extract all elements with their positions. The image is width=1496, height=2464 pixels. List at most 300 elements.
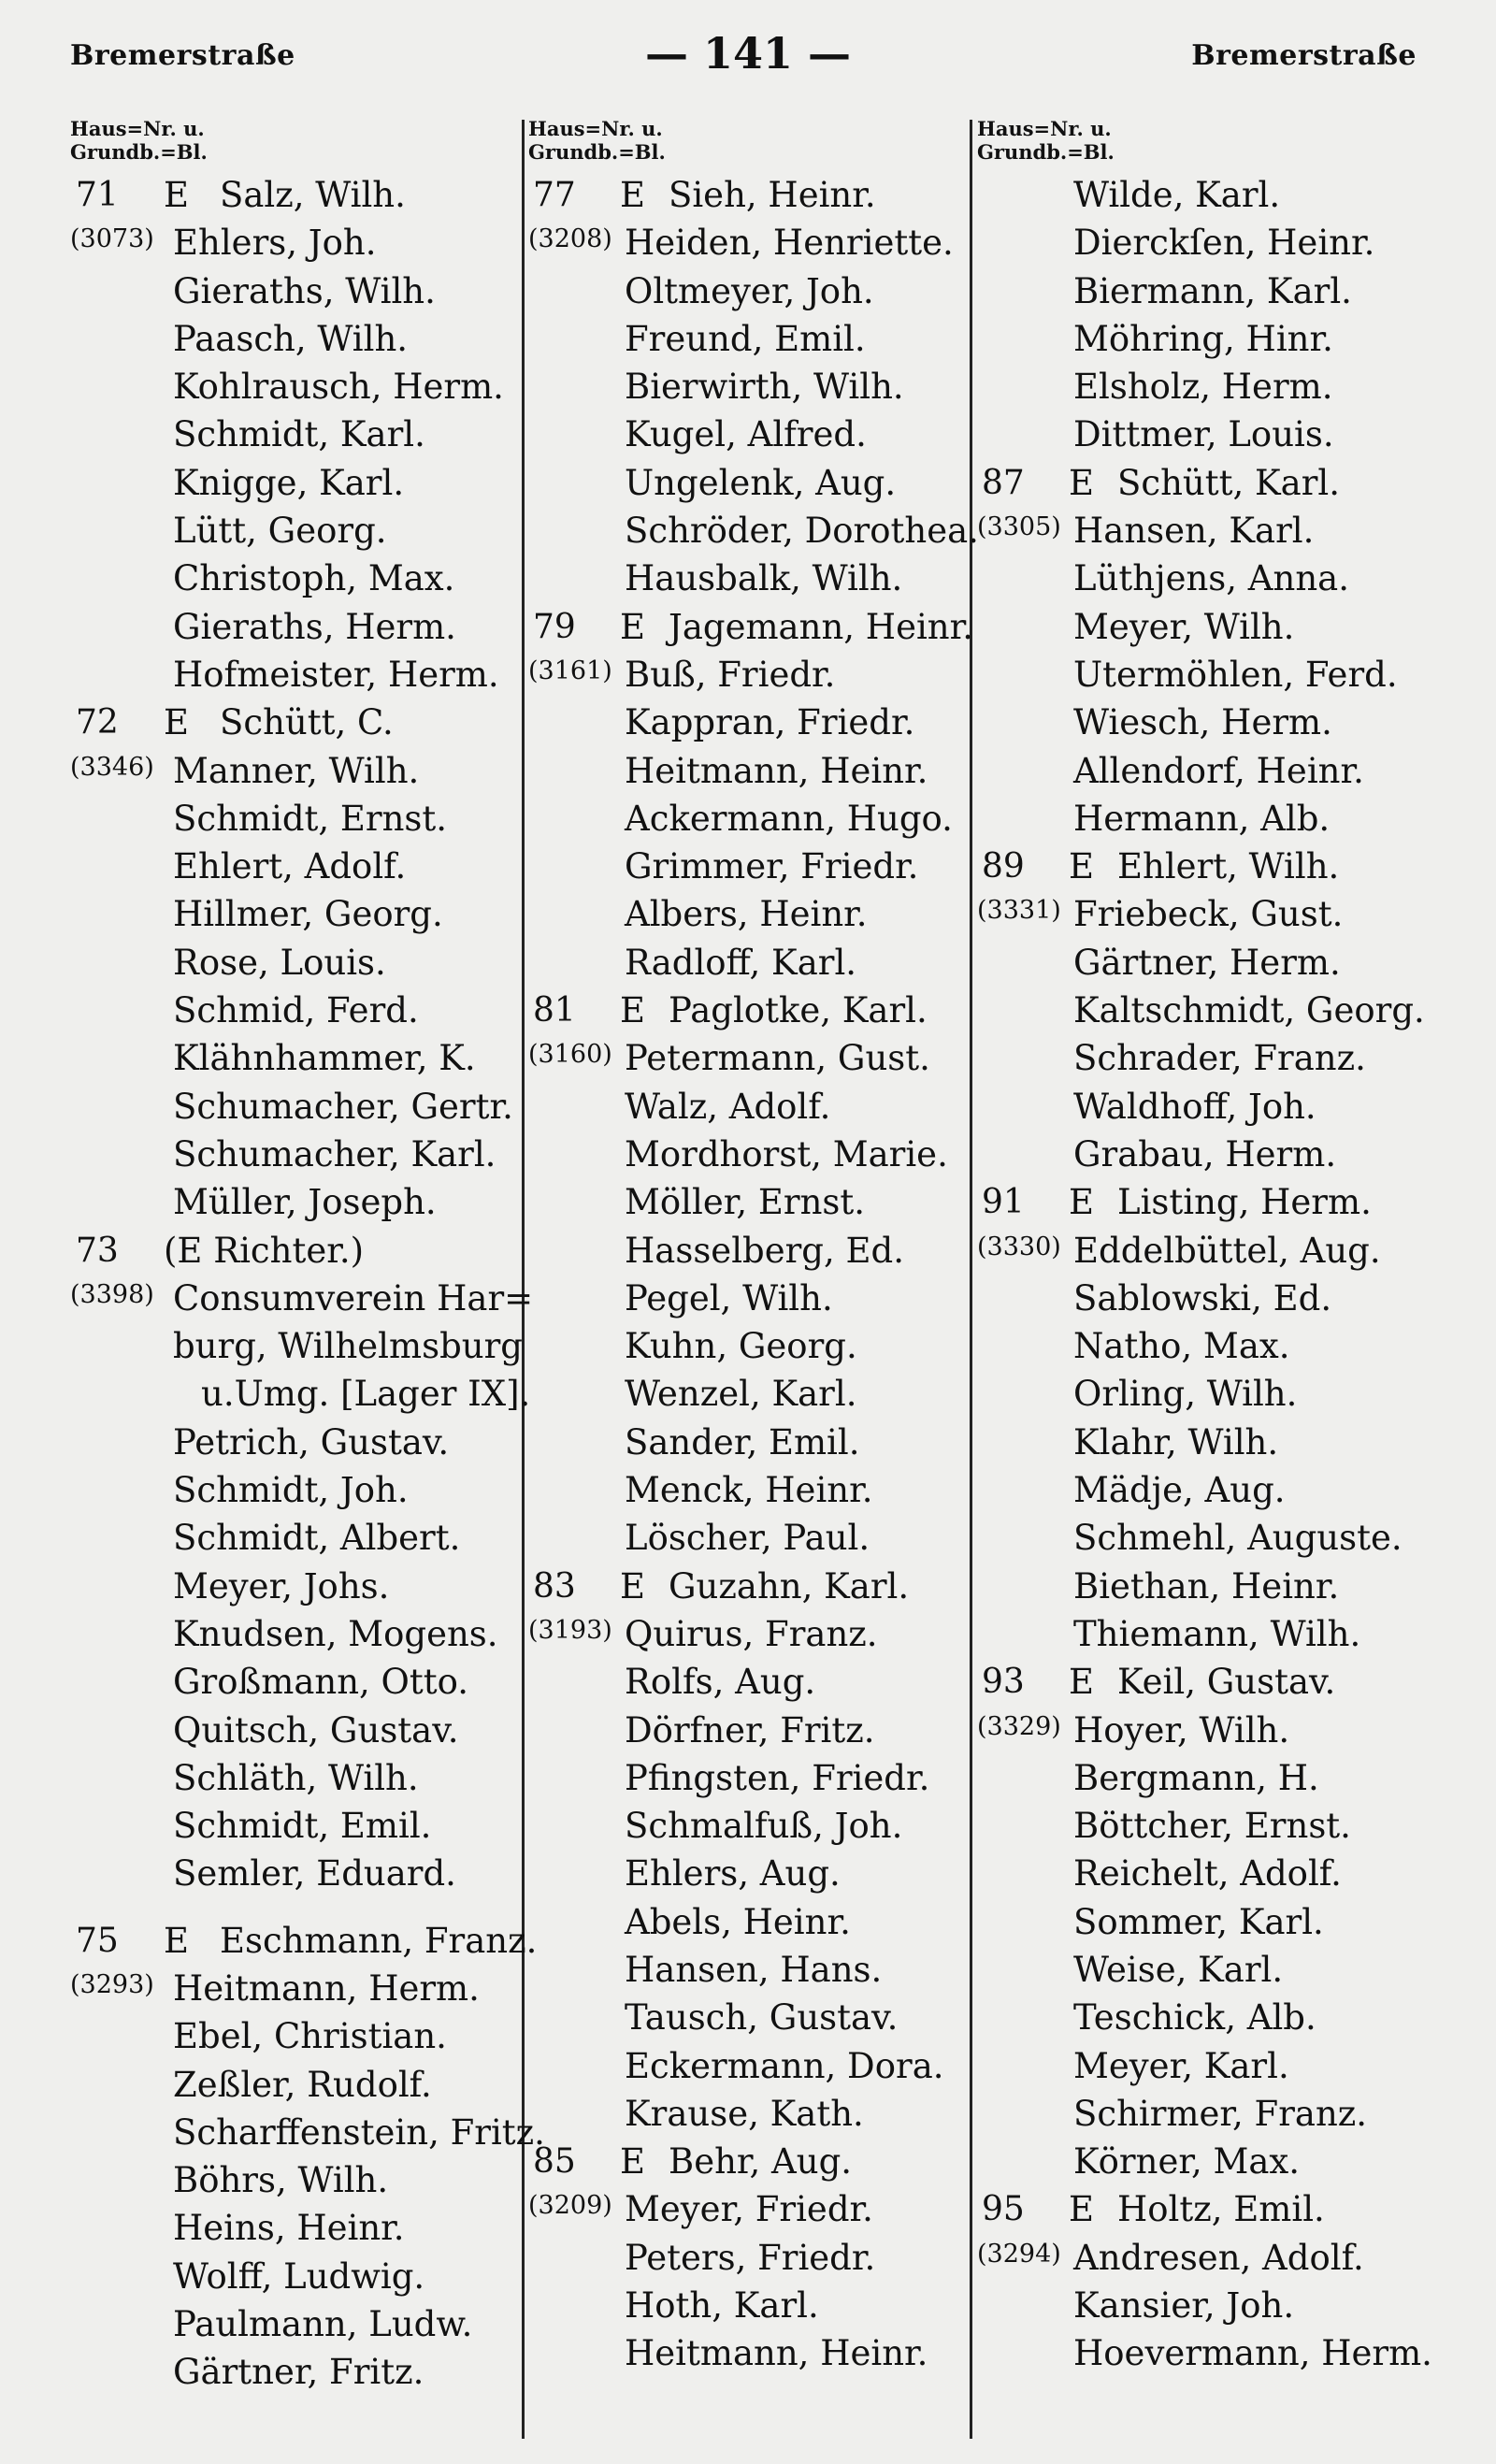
resident-name: Kuhn, Georg.: [625, 1326, 857, 1367]
directory-entry: [977, 1514, 1463, 1562]
resident-name: Knudsen, Mogens.: [173, 1613, 498, 1654]
resident-name: Meyer, Friedr.: [625, 2189, 873, 2230]
resident-name: Hoth, Karl.: [625, 2285, 819, 2327]
resident-name: Gieraths, Herm.: [173, 606, 456, 647]
resident-name: Heins, Heinr.: [173, 2208, 405, 2249]
directory-entry: [528, 1754, 972, 1802]
directory-entry: [528, 1083, 972, 1131]
directory-entry: [70, 2253, 524, 2300]
grundbuch-number: (3331): [977, 896, 1061, 926]
directory-entry: [977, 651, 1463, 699]
directory-entry: [70, 2012, 524, 2060]
resident-name: Löscher, Paul.: [625, 1518, 870, 1559]
directory-entry: [70, 1917, 538, 1965]
resident-name: Hoyer, Wilh.: [1073, 1709, 1290, 1751]
directory-entry: [977, 1275, 1463, 1322]
directory-entry: [70, 1466, 524, 1514]
resident-name: Behr, Aug.: [669, 2141, 853, 2183]
grundbuch-number: (3073): [70, 224, 154, 254]
resident-name: Wiesch, Herm.: [1073, 702, 1332, 743]
directory-entry: [977, 939, 1463, 987]
house-number: 81: [533, 991, 576, 1030]
resident-name: Andresen, Adolf.: [1073, 2237, 1364, 2278]
resident-name: Thiemann, Wilh.: [1073, 1613, 1361, 1654]
directory-entry: [528, 315, 972, 363]
directory-entry: [977, 2042, 1463, 2090]
resident-name: (E Richter.): [164, 1230, 365, 1271]
directory-column-1: [70, 117, 545, 2397]
directory-entry: [528, 987, 972, 1034]
grundbuch-number: (3330): [977, 1232, 1061, 1261]
directory-entry: [977, 2185, 1463, 2233]
grundbuch-number: (3193): [528, 1615, 612, 1645]
grundbuch-number: (3293): [70, 1969, 154, 1999]
directory-entry: [977, 363, 1463, 411]
directory-entry: [528, 219, 972, 267]
directory-entry: [70, 459, 524, 507]
directory-column-3: [977, 117, 1463, 2378]
directory-entry: [70, 747, 524, 795]
resident-name: Eckermann, Dora.: [625, 2045, 944, 2086]
house-number: 75: [76, 1921, 119, 1960]
directory-entry: [977, 843, 1463, 890]
resident-name: Biermann, Karl.: [1073, 270, 1352, 311]
directory-entry: [70, 1419, 524, 1466]
directory-entry: [528, 699, 972, 746]
resident-name: Scharffenstein, Fritz.: [173, 2111, 545, 2153]
directory-entry: [70, 507, 524, 555]
house-number: 91: [982, 1183, 1025, 1222]
resident-name: Schmidt, Emil.: [173, 1806, 432, 1847]
resident-name: Salz, Wilh.: [220, 175, 406, 215]
directory-entry: [528, 651, 972, 699]
resident-name: Heiden, Henriette.: [625, 223, 954, 264]
house-number: 71: [76, 176, 119, 214]
directory-entry: [528, 890, 972, 938]
resident-name: Rolfs, Aug.: [625, 1662, 816, 1703]
directory-entry: [70, 219, 524, 267]
resident-name: Orling, Wilh.: [1073, 1374, 1298, 1415]
resident-name: Walz, Adolf.: [625, 1086, 831, 1127]
directory-entry: [528, 1178, 972, 1226]
resident-name: Schmalfuß, Joh.: [625, 1806, 903, 1847]
resident-name: Kappran, Friedr.: [625, 702, 915, 743]
resident-name: Dierckſen, Heinr.: [1073, 223, 1375, 264]
grundbuch-number: (3160): [528, 1040, 612, 1070]
directory-entry: [528, 1946, 972, 1994]
resident-name: Hausbalk, Wilh.: [625, 558, 903, 599]
resident-name: Schröder, Dorothea.: [625, 511, 979, 552]
resident-name: Paglotke, Karl.: [669, 990, 928, 1031]
directory-entry: [977, 1994, 1463, 2041]
resident-name: Schmid, Ferd.: [173, 990, 419, 1031]
directory-entry: [977, 1227, 1463, 1275]
directory-entry: [977, 795, 1463, 843]
resident-name: Tausch, Gustav.: [625, 1997, 899, 2039]
directory-entry: [977, 219, 1463, 267]
directory-entry: [977, 1850, 1463, 1897]
resident-name: Allendorf, Heinr.: [1073, 750, 1364, 791]
directory-entry: [528, 1898, 972, 1946]
resident-name: u.Umg. [Lager IX].: [201, 1374, 531, 1415]
directory-entry: [70, 1802, 524, 1850]
directory-entry: [70, 2156, 524, 2204]
resident-name: Schmidt, Karl.: [173, 414, 425, 455]
directory-entry: [70, 699, 524, 746]
directory-entry: [977, 2234, 1463, 2282]
directory-entry: [70, 2300, 524, 2348]
directory-entry: [977, 987, 1463, 1034]
resident-name: Krause, Kath.: [625, 2093, 864, 2134]
directory-entry: [528, 1227, 972, 1275]
house-number: 93: [982, 1663, 1025, 1702]
resident-name: Hansen, Karl.: [1073, 511, 1315, 552]
directory-entry: [977, 1466, 1463, 1514]
directory-entry: [70, 890, 524, 938]
page-header: [0, 28, 1496, 79]
directory-entry: [977, 2329, 1463, 2377]
directory-entry: [70, 1514, 524, 1562]
resident-name: Meyer, Karl.: [1073, 2045, 1289, 2086]
directory-entry: [70, 1658, 524, 1706]
directory-entry: [70, 411, 524, 458]
resident-name: Consumverein Har=: [173, 1277, 534, 1318]
resident-name: Wolff, Ludwig.: [173, 2255, 425, 2297]
directory-entry: [70, 1178, 524, 1226]
directory-entry: [528, 363, 972, 411]
resident-name: Pegel, Wilh.: [625, 1277, 833, 1318]
directory-entry: [528, 2090, 972, 2138]
directory-entry: [528, 603, 972, 651]
resident-name: Heitmann, Heinr.: [625, 750, 928, 791]
owner-mark: E: [1069, 1662, 1095, 1703]
resident-name: Heitmann, Heinr.: [625, 2333, 928, 2374]
directory-entry: [528, 1131, 972, 1178]
resident-name: Menck, Heinr.: [625, 1470, 873, 1511]
resident-name: Hofmeister, Herm.: [173, 654, 499, 695]
directory-entry: [977, 507, 1463, 555]
owner-mark: E: [1069, 1182, 1095, 1223]
resident-name: Meyer, Wilh.: [1073, 606, 1295, 647]
directory-entry: [977, 1563, 1463, 1610]
resident-name: Friebeck, Gust.: [1073, 894, 1344, 935]
directory-entry: [70, 1707, 524, 1754]
directory-entry: [528, 411, 972, 458]
directory-column-2: [528, 117, 979, 2378]
directory-entry: [977, 1754, 1463, 1802]
grundbuch-number: (3346): [70, 752, 154, 782]
directory-entry: [977, 1178, 1463, 1226]
directory-entry: [528, 795, 972, 843]
directory-entry: [528, 1610, 972, 1658]
resident-name: Mordhorst, Marie.: [625, 1133, 948, 1174]
directory-entry: [70, 2348, 524, 2396]
resident-name: Quirus, Franz.: [625, 1613, 878, 1654]
directory-entry: [977, 1898, 1463, 1946]
directory-entry: [528, 1322, 972, 1370]
resident-name: Hermann, Alb.: [1073, 798, 1331, 839]
owner-mark: E: [620, 1565, 646, 1607]
resident-name: Freund, Emil.: [625, 318, 866, 359]
resident-name: Wilde, Karl.: [1073, 175, 1281, 215]
directory-entry: [70, 2109, 545, 2156]
resident-name: Kansier, Joh.: [1073, 2285, 1295, 2327]
resident-name: Böttcher, Ernst.: [1073, 1806, 1351, 1847]
directory-entry: [70, 651, 524, 699]
resident-name: Ehlers, Joh.: [173, 223, 377, 264]
resident-name: Schläth, Wilh.: [173, 1757, 419, 1798]
resident-name: Keil, Gustav.: [1117, 1662, 1336, 1703]
resident-name: Petermann, Gust.: [625, 1038, 930, 1079]
resident-name: Wenzel, Karl.: [625, 1374, 857, 1415]
resident-name: Schumacher, Karl.: [173, 1133, 496, 1174]
resident-name: Lüthjens, Anna.: [1073, 558, 1350, 599]
resident-name: Dittmer, Louis.: [1073, 414, 1334, 455]
directory-entry: [528, 1707, 972, 1754]
resident-name: Ehlers, Aug.: [625, 1853, 841, 1895]
resident-name: burg, Wilhelmsburg: [173, 1326, 523, 1367]
running-head-right: Bremerstraße: [1191, 39, 1417, 72]
directory-entry: [70, 555, 524, 602]
resident-name: Reichelt, Adolf.: [1073, 1853, 1342, 1895]
resident-name: Weise, Karl.: [1073, 1949, 1284, 1990]
directory-entry: [977, 1322, 1463, 1370]
owner-mark: E: [1069, 2189, 1095, 2230]
directory-entry: [528, 1850, 972, 1897]
resident-name: Guzahn, Karl.: [669, 1565, 910, 1607]
directory-entry: [528, 171, 972, 219]
resident-name: Möller, Ernst.: [625, 1182, 866, 1223]
resident-name: Paulmann, Ludw.: [173, 2304, 473, 2345]
owner-mark: E: [620, 606, 646, 647]
resident-name: Waldhoff, Joh.: [1073, 1086, 1316, 1127]
directory-entry: [977, 2138, 1463, 2185]
directory-entry: [528, 2234, 972, 2282]
resident-name: Böhrs, Wilh.: [173, 2160, 389, 2201]
resident-name: Radloff, Karl.: [625, 942, 857, 983]
directory-entry: [70, 1083, 524, 1131]
house-number: 95: [982, 2190, 1025, 2229]
owner-mark: E: [164, 702, 190, 743]
resident-name: Körner, Max.: [1073, 2141, 1301, 2183]
directory-entry: [977, 890, 1463, 938]
resident-name: Albers, Heinr.: [625, 894, 868, 935]
resident-name: Klahr, Wilh.: [1073, 1421, 1279, 1463]
resident-name: Hasselberg, Ed.: [625, 1230, 904, 1271]
directory-entry: [70, 2061, 524, 2109]
directory-entry: [70, 1370, 531, 1418]
directory-entry: [977, 315, 1463, 363]
directory-entry: [528, 459, 972, 507]
directory-entry: [528, 939, 972, 987]
resident-name: Eddelbüttel, Aug.: [1073, 1230, 1381, 1271]
house-number: 87: [982, 463, 1025, 502]
directory-entry: [70, 1754, 524, 1802]
directory-entry: [70, 1850, 524, 1897]
resident-name: Gärtner, Fritz.: [173, 2352, 424, 2393]
directory-entry: [70, 1610, 524, 1658]
resident-name: Schrader, Franz.: [1073, 1038, 1366, 1079]
directory-entry: [528, 747, 972, 795]
resident-name: Biethan, Heinr.: [1073, 1565, 1340, 1607]
resident-name: Ebel, Christian.: [173, 2016, 447, 2057]
owner-mark: E: [164, 175, 190, 215]
directory-entry: [528, 1802, 972, 1850]
owner-mark: E: [1069, 846, 1095, 887]
grundbuch-number: (3329): [977, 1711, 1061, 1741]
column-heading: Haus=Nr. u. Grundb.=Bl.: [528, 117, 666, 164]
running-head-left: Bremerstraße: [70, 39, 295, 72]
resident-name: Abels, Heinr.: [625, 1901, 851, 1942]
resident-name: Christoph, Max.: [173, 558, 455, 599]
directory-entry: [70, 1965, 524, 2012]
resident-name: Lütt, Georg.: [173, 511, 387, 552]
owner-mark: E: [620, 175, 646, 215]
resident-name: Dörfner, Fritz.: [625, 1709, 875, 1751]
directory-entry: [70, 987, 524, 1034]
resident-name: Rose, Louis.: [173, 942, 386, 983]
resident-name: Kugel, Alfred.: [625, 414, 867, 455]
directory-entry: [977, 1370, 1463, 1418]
directory-entry: [70, 843, 524, 890]
house-number: 77: [533, 176, 576, 214]
directory-entry: [977, 171, 1463, 219]
resident-name: Müller, Joseph.: [173, 1182, 437, 1223]
directory-entry: [977, 411, 1463, 458]
directory-entry: [977, 1083, 1463, 1131]
grundbuch-number: (3161): [528, 656, 612, 685]
resident-name: Gärtner, Herm.: [1073, 942, 1341, 983]
house-number: 85: [533, 2142, 576, 2182]
resident-name: Heitmann, Herm.: [173, 1967, 480, 2009]
resident-name: Grimmer, Friedr.: [625, 846, 919, 887]
resident-name: Teschick, Alb.: [1073, 1997, 1316, 2039]
resident-name: Utermöhlen, Ferd.: [1073, 654, 1398, 695]
resident-name: Meyer, Johs.: [173, 1565, 390, 1607]
house-number: 73: [76, 1231, 119, 1270]
directory-entry: [977, 1658, 1463, 1706]
resident-name: Schütt, C.: [220, 702, 394, 743]
resident-name: Möhring, Hinr.: [1073, 318, 1333, 359]
resident-name: Peters, Friedr.: [625, 2237, 876, 2278]
resident-name: Ungelenk, Aug.: [625, 462, 897, 503]
resident-name: Sommer, Karl.: [1073, 1901, 1324, 1942]
directory-entry: [528, 2138, 972, 2185]
resident-name: Bergmann, H.: [1073, 1757, 1319, 1798]
resident-name: Schmidt, Ernst.: [173, 798, 448, 839]
directory-entry: [528, 1419, 972, 1466]
directory-entry: [528, 1514, 972, 1562]
page-number: — 141 —: [644, 28, 852, 79]
directory-entry: [70, 315, 524, 363]
directory-entry: [528, 1466, 972, 1514]
directory-entry: [528, 267, 972, 315]
directory-entry: [70, 795, 524, 843]
house-number: 89: [982, 847, 1025, 886]
house-number: 83: [533, 1566, 576, 1606]
directory-entry: [977, 1419, 1463, 1466]
entry-spacer: [70, 1898, 524, 1917]
resident-name: Jagemann, Heinr.: [669, 606, 974, 647]
grundbuch-number: (3294): [977, 2239, 1061, 2269]
resident-name: Ackermann, Hugo.: [625, 798, 953, 839]
directory-entry: [977, 1802, 1463, 1850]
owner-mark: E: [1069, 462, 1095, 503]
directory-entry: [70, 939, 524, 987]
resident-name: Hoevermann, Herm.: [1073, 2333, 1432, 2374]
resident-name: Semler, Eduard.: [173, 1853, 456, 1895]
directory-entry: [977, 1946, 1463, 1994]
resident-name: Hansen, Hans.: [625, 1949, 883, 1990]
resident-name: Schmidt, Albert.: [173, 1518, 461, 1559]
resident-name: Schütt, Karl.: [1117, 462, 1340, 503]
grundbuch-number: (3398): [70, 1279, 154, 1309]
grundbuch-number: (3208): [528, 224, 612, 254]
directory-entry: [70, 1034, 524, 1082]
directory-entry: [70, 1275, 534, 1322]
directory-entry: [977, 267, 1463, 315]
house-number: 72: [76, 703, 119, 742]
directory-entry: [70, 1227, 524, 1275]
directory-entry: [70, 1563, 524, 1610]
resident-name: Knigge, Karl.: [173, 462, 405, 503]
resident-name: Kohlrausch, Herm.: [173, 367, 504, 408]
resident-name: Gieraths, Wilh.: [173, 270, 436, 311]
resident-name: Schmidt, Joh.: [173, 1470, 409, 1511]
resident-name: Kaltschmidt, Georg.: [1073, 990, 1425, 1031]
column-heading: Haus=Nr. u. Grundb.=Bl.: [70, 117, 208, 164]
grundbuch-number: (3305): [977, 512, 1061, 542]
resident-name: Schmehl, Auguste.: [1073, 1518, 1402, 1559]
directory-entry: [977, 699, 1463, 746]
resident-name: Natho, Max.: [1073, 1326, 1290, 1367]
resident-name: Sablowski, Ed.: [1073, 1277, 1332, 1318]
resident-name: Ehlert, Adolf.: [173, 846, 407, 887]
directory-entry: [977, 747, 1463, 795]
directory-entry: [70, 1322, 524, 1370]
resident-name: Hillmer, Georg.: [173, 894, 443, 935]
house-number: 79: [533, 607, 576, 646]
directory-entry: [70, 2204, 524, 2252]
resident-name: Eschmann, Franz.: [220, 1920, 538, 1961]
resident-name: Oltmeyer, Joh.: [625, 270, 874, 311]
directory-entry: [70, 1131, 524, 1178]
resident-name: Klähnhammer, K.: [173, 1038, 476, 1079]
directory-entry: [528, 507, 979, 555]
directory-entry: [977, 2282, 1463, 2329]
resident-name: Listing, Herm.: [1117, 1182, 1372, 1223]
resident-name: Grabau, Herm.: [1073, 1133, 1337, 1174]
owner-mark: E: [620, 2141, 646, 2183]
directory-entry: [528, 1994, 972, 2041]
directory-entry: [528, 1275, 972, 1322]
resident-name: Elsholz, Herm.: [1073, 367, 1333, 408]
resident-name: Sieh, Heinr.: [669, 175, 876, 215]
resident-name: Quitsch, Gustav.: [173, 1709, 459, 1751]
directory-entry: [528, 2282, 972, 2329]
directory-entry: [977, 1707, 1463, 1754]
directory-entry: [528, 1563, 972, 1610]
directory-entry: [977, 555, 1463, 602]
resident-name: Bierwirth, Wilh.: [625, 367, 904, 408]
directory-entry: [977, 459, 1463, 507]
resident-name: Paasch, Wilh.: [173, 318, 409, 359]
directory-entry: [977, 2090, 1463, 2138]
directory-entry: [528, 1658, 972, 1706]
directory-entry: [528, 1034, 972, 1082]
owner-mark: E: [620, 990, 646, 1031]
directory-entry: [977, 1610, 1463, 1658]
